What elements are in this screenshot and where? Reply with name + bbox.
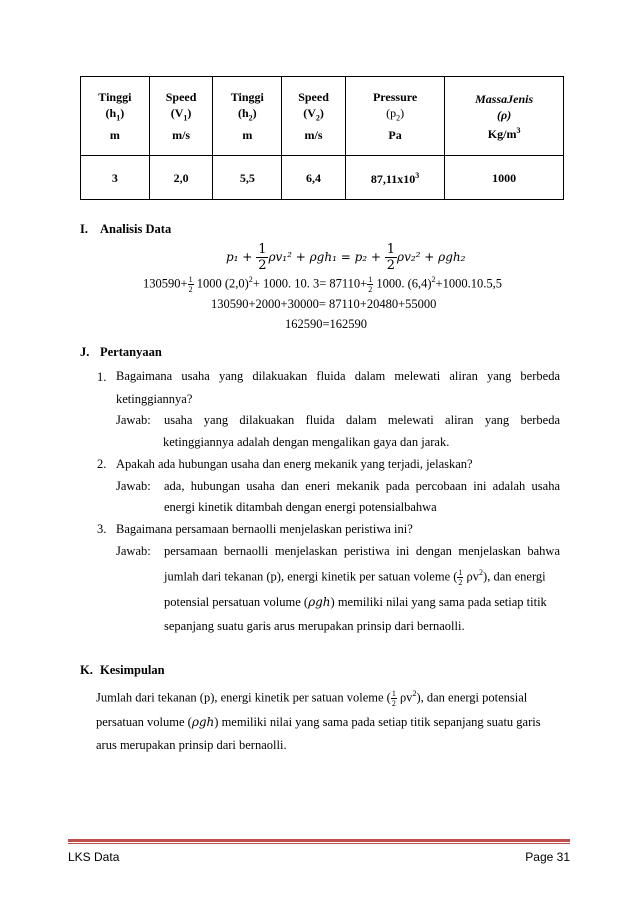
cell-v1: 2,0 bbox=[149, 156, 213, 200]
frac-num: 1 bbox=[391, 689, 396, 698]
frac-num: 1 bbox=[458, 568, 463, 577]
frac-den: 2 bbox=[188, 285, 193, 294]
bernoulli-equation bbox=[226, 242, 465, 273]
conclusion-line2 bbox=[96, 715, 560, 730]
header-sym: (V bbox=[303, 106, 316, 121]
header-label: Tinggi bbox=[230, 90, 264, 105]
header-symbol: (ρ) bbox=[497, 107, 512, 122]
frac-num: 1 bbox=[386, 242, 396, 257]
eq-part: 1000. (6,4) bbox=[373, 276, 432, 291]
text-part: potensial persatuan volume ( bbox=[164, 595, 309, 609]
header-density bbox=[445, 77, 564, 156]
q1-number: 1. bbox=[97, 370, 107, 384]
text-math: ρgh bbox=[191, 715, 215, 729]
frac-den: 2 bbox=[368, 285, 373, 294]
result-line: 162590=162590 bbox=[285, 317, 368, 331]
text-part: ) memiliki nilai yang sama pada setiap titik sepanjang suatu garis bbox=[214, 715, 541, 729]
eq-part: 1000 (2,0) bbox=[193, 276, 249, 291]
header-unit bbox=[445, 123, 563, 142]
header-close: ) bbox=[187, 106, 192, 121]
section-i-letter: I. bbox=[80, 222, 88, 236]
a1-line1: usaha yang dilakuakan fluida dalam melewati aliran yang berbeda bbox=[164, 413, 560, 427]
header-v1 bbox=[149, 77, 213, 156]
header-label: Speed bbox=[165, 90, 197, 105]
footer-rule bbox=[68, 839, 570, 842]
header-label: Pressure bbox=[372, 90, 418, 105]
conclusion-line3: arus merupakan prinsip dari bernaolli. bbox=[96, 738, 287, 752]
frac-num: 1 bbox=[368, 275, 373, 284]
footer-page-number: Page 31 bbox=[525, 850, 570, 864]
header-label: MassaJenis bbox=[475, 91, 534, 106]
header-sub: 2 bbox=[396, 113, 401, 123]
frac-num: 1 bbox=[188, 275, 193, 284]
half-fraction bbox=[385, 242, 397, 273]
section-k-letter: K. bbox=[80, 663, 93, 677]
header-close: ) bbox=[319, 106, 324, 121]
text-part: ρv bbox=[396, 690, 413, 705]
header-symbol bbox=[346, 105, 444, 126]
cell-v2: 6,4 bbox=[282, 156, 346, 200]
eq-part: ρv₂² + ρgh₂ bbox=[397, 250, 466, 264]
cell-h2: 5,5 bbox=[213, 156, 282, 200]
header-unit: m/s bbox=[304, 127, 323, 142]
header-symbol bbox=[213, 105, 281, 126]
header-unit: m bbox=[109, 127, 120, 142]
eq-part: + 1000. 10. 3= 87110+ bbox=[252, 276, 368, 291]
frac-den: 2 bbox=[391, 699, 396, 708]
table-header-row bbox=[81, 77, 564, 156]
data-table bbox=[80, 76, 564, 200]
text-part: jumlah dari tekanan (p), energi kinetik per satuan voleme ( bbox=[164, 569, 458, 584]
header-close: ) bbox=[120, 106, 125, 121]
header-label: Tinggi bbox=[98, 90, 132, 105]
header-sub: 1 bbox=[116, 113, 121, 123]
frac-den: 2 bbox=[458, 578, 463, 587]
a2-line2: energi kinetik ditambah dengan energi potensialbahwa bbox=[164, 500, 437, 514]
header-sub: 1 bbox=[183, 113, 188, 123]
header-close: ) bbox=[400, 106, 405, 121]
header-pressure bbox=[345, 77, 444, 156]
substitution-line bbox=[143, 275, 502, 294]
text-part: Jumlah dari tekanan (p), energi kinetik per satuan voleme ( bbox=[96, 690, 391, 705]
header-unit: m bbox=[242, 127, 253, 142]
header-unit: Pa bbox=[388, 127, 402, 142]
a3-line1: persamaan bernaolli menjelaskan peristiwa ini dengan menjelaskan bahwa bbox=[164, 544, 560, 558]
header-sym: (p bbox=[386, 106, 397, 121]
a1-label: Jawab: bbox=[116, 413, 151, 427]
a2-line1: ada, hubungan usaha dan eneri mekanik pada percobaan ini adalah usaha bbox=[164, 479, 560, 493]
q2-line1: Apakah ada hubungan usaha dan energ mekanik yang terjadi, jelaskan? bbox=[116, 457, 473, 471]
section-j-letter: J. bbox=[80, 345, 90, 359]
header-unit-sup: 3 bbox=[516, 125, 521, 135]
header-sym: (h bbox=[237, 106, 249, 121]
pressure-value: 87,11x10 bbox=[370, 172, 416, 186]
text-part: persatuan volume ( bbox=[96, 715, 192, 729]
header-unit-text: Kg/m bbox=[487, 126, 517, 141]
frac-den: 2 bbox=[386, 258, 396, 273]
a3-line3 bbox=[164, 595, 560, 610]
section-i-title: Analisis Data bbox=[100, 222, 172, 236]
section-k-title: Kesimpulan bbox=[100, 663, 165, 677]
header-sym: (h bbox=[105, 106, 117, 121]
header-unit: m/s bbox=[172, 127, 191, 142]
eq-sup: 2 bbox=[248, 275, 253, 285]
half-fraction bbox=[256, 242, 268, 273]
eq-part: ρv₁² + ρgh₁ = p₂ + bbox=[268, 250, 385, 264]
q1-line1: Bagaimana usaha yang dilakuakan fluida dalam melewati aliran yang berbeda bbox=[116, 369, 560, 383]
header-h2 bbox=[213, 77, 282, 156]
text-part: ρv bbox=[463, 569, 480, 584]
header-label: Speed bbox=[298, 90, 329, 105]
eq-part: +1000.10.5,5 bbox=[435, 276, 502, 291]
footer-left: LKS Data bbox=[68, 850, 120, 864]
sum-line: 130590+2000+30000= 87110+20480+55000 bbox=[211, 297, 437, 311]
text-sup: 2 bbox=[412, 689, 417, 699]
a2-label: Jawab: bbox=[116, 479, 151, 493]
a3-label: Jawab: bbox=[116, 544, 151, 558]
cell-pressure bbox=[345, 156, 444, 200]
frac-num: 1 bbox=[258, 242, 267, 257]
section-j-title: Pertanyaan bbox=[100, 345, 162, 359]
text-part: ), dan energi bbox=[483, 569, 546, 584]
cell-density: 1000 bbox=[445, 156, 564, 200]
footer-rule-thin bbox=[68, 843, 570, 844]
header-sub: 2 bbox=[315, 113, 320, 123]
header-close: ) bbox=[252, 106, 257, 121]
table-row bbox=[81, 156, 564, 200]
text-math: ρgh bbox=[308, 595, 331, 609]
eq-sup: 2 bbox=[431, 275, 436, 285]
eq-part: p₁ + bbox=[226, 250, 257, 264]
a3-line2 bbox=[164, 568, 560, 587]
header-symbol bbox=[150, 105, 213, 126]
text-sup: 2 bbox=[479, 568, 484, 578]
text-part: ) memiliki nilai yang sama pada setiap titik bbox=[330, 595, 547, 609]
q2-number: 2. bbox=[97, 457, 107, 471]
frac-den: 2 bbox=[258, 258, 267, 273]
eq-part: 130590+ bbox=[143, 276, 188, 291]
q3-number: 3. bbox=[97, 522, 107, 536]
conclusion-line1 bbox=[96, 689, 560, 708]
a3-line4: sepanjang suatu garis arus merupakan prinsip dari bernaolli. bbox=[164, 619, 465, 633]
header-symbol bbox=[81, 105, 149, 126]
header-sub: 2 bbox=[248, 113, 253, 123]
header-h1 bbox=[81, 77, 150, 156]
a1-line2: ketinggiannya adalah dengan mengalikan gaya dan jarak. bbox=[163, 435, 450, 449]
text-part: ), dan energi potensial bbox=[416, 690, 528, 705]
q1-line2: ketinggiannya? bbox=[116, 392, 193, 406]
header-sym: (V bbox=[170, 106, 184, 121]
q3-line1: Bagaimana persamaan bernaolli menjelaskan peristiwa ini? bbox=[116, 522, 413, 536]
header-v2 bbox=[282, 77, 346, 156]
pressure-exponent: 3 bbox=[415, 171, 420, 180]
header-symbol bbox=[282, 105, 345, 126]
cell-h1: 3 bbox=[81, 156, 150, 200]
